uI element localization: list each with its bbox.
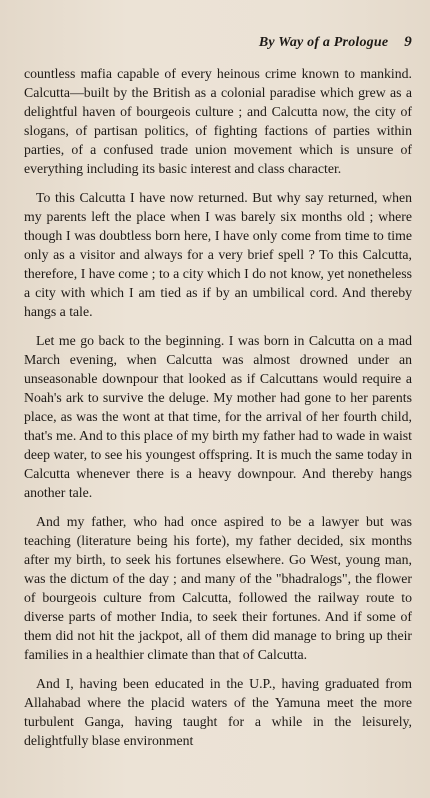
page-number: 9 bbox=[404, 34, 412, 50]
paragraph: Let me go back to the beginning. I was born in Calcutta on a mad March evening, when Calcutta was almost drowned under an unseasonable downpour that looked as if Calcuttans would require a Noah's ark to survive the deluge. My mother had gone to her parents place, as was the wont at that time, for the arrival of her fourth child, that's me. And to this place of my birth my father had to wade in waist deep water, to see his youngest offspring. It is much the same today in Calcutta whenever there is a heavy downpour. And thereby hangs another tale. bbox=[24, 333, 412, 500]
body-text bbox=[24, 64, 412, 750]
running-title: By Way of a Prologue bbox=[258, 35, 389, 50]
paragraph: And my father, who had once aspired to be a lawyer but was teaching (literature being his forte), my father decided, six months after my birth, to seek his fortunes elsewhere. Go West, young man, was the dictum of the day ; and many of the "bhadralogs", the flower of bourgeois culture from Calcutta, followed the railway route to diverse parts of mother India, to seek their fortunes. And if some of them did not hit the jackpot, all of them did manage to bring up their families in a healthier climate than that of Calcutta. bbox=[24, 514, 412, 662]
paragraph: To this Calcutta I have now returned. But why say returned, when my parents left the place when I was barely six months old ; where though I was doubtless born here, I have only come from time to time only as a visitor and always for a very brief spell ? To this Calcutta, therefore, I have come ; to a city which I do not know, yet nonetheless a city with which I am tied as if by an umbilical cord. And thereby hangs a tale. bbox=[24, 190, 412, 319]
paragraph-continued: countless mafia capable of every heinous crime known to mankind. Calcutta—built by the British as a colonial paradise which grew as a delightful haven of bourgeois culture ; and Calcutta now, the city of slogans, of partisan politics, of fighting factions of parties within parties, of a confused trade union movement which is unsure of everything including its basic interest and class character. bbox=[24, 66, 412, 176]
paragraph: And I, having been educated in the U.P., having graduated from Allahabad where the placid waters of the Yamuna meet the more turbulent Ganga, having taught for a while in the leisurely, delightfully blase environment bbox=[24, 676, 412, 748]
running-head bbox=[259, 34, 412, 51]
